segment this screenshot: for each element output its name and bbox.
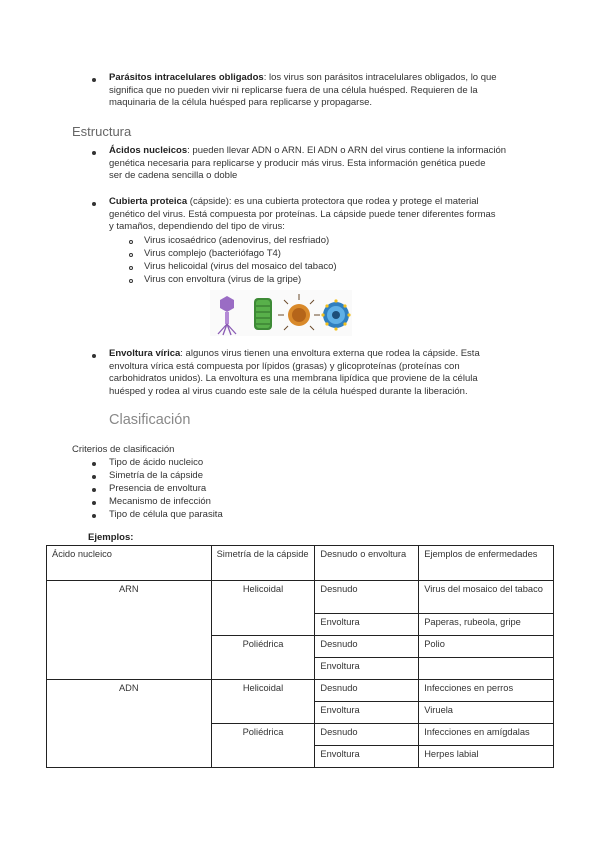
symmetry-cell: Poliédrica [211,636,315,680]
header-cell: Desnudo o envoltura [315,546,419,581]
bullet [92,202,96,206]
classification-table [46,545,554,768]
envelope-cell: Envoltura [315,658,419,680]
parasitos-paragraph: Parásitos intracelulares obligados: los virus son parásitos intracelulares obligados, lo que significa que no pueden vivir ni replicarse fuera de una célula huésped. Requieren de la maquinaria de la célula huésped para replicarse y propagarse. [109,72,497,109]
criteria-item: Mecanismo de infección [109,496,211,507]
example-cell [419,658,554,680]
criteria-item: Presencia de envoltura [109,483,207,494]
cubierta-paragraph: Cubierta proteica (cápside): es una cubierta protectora que rodea y protege el material genético del virus. Está compuesta por proteínas. La cápside puede tener diferentes formas y tamaños, dependiendo del tipo de virus: [109,196,496,233]
subitem: Virus icosaédrico (adenovirus, del resfriado) [144,235,330,246]
bullet [92,354,96,358]
acid-cell: ARN [47,581,212,680]
criteria-item: Tipo de ácido nucleico [109,457,204,468]
subitem: Virus helicoidal (virus del mosaico del tabaco) [144,261,337,272]
parasitos-title: Parásitos intracelulares obligados [109,72,264,83]
table-row [47,680,554,702]
example-cell: Polio [419,636,554,658]
bullet [92,475,96,479]
sub-bullet [129,266,133,270]
estructura-heading: Estructura [72,124,132,139]
example-cell: Infecciones en amígdalas [419,724,554,746]
acidos-paragraph: Ácidos nucleicos: pueden llevar ADN o ARN. El ADN o ARN del virus contiene la información genética necesaria para replicarse y producir más virus. Esta información genética puede ser de cadena sencilla o doble [109,145,507,182]
envelope-cell: Desnudo [315,581,419,614]
examples-title: Ejemplos: [88,532,134,543]
symmetry-cell: Helicoidal [211,581,315,636]
acidos-title: Ácidos nucleicos [109,145,188,156]
envelope-cell: Desnudo [315,724,419,746]
envoltura-paragraph: Envoltura vírica: algunos virus tienen una envoltura externa que rodea la cápside. Esta envoltura vírica está compuesta por lípidos (grasas) y glicoproteínas (proteínas con carbohidratos unidos). La envoltura es una membrana lipídica que proviene de la célula huésped y rodea al virus cuando este sale de la célula huésped durante la liberación. [109,348,480,397]
bullet [92,151,96,155]
bullet [92,78,96,82]
table-row [47,581,554,614]
symmetry-cell: Helicoidal [211,680,315,724]
bullet [92,514,96,518]
envelope-cell: Envoltura [315,746,419,768]
clasificacion-heading: Clasificación [109,412,191,428]
bullet [92,488,96,492]
envelope-cell: Desnudo [315,680,419,702]
cubierta-title: Cubierta proteica [109,196,188,207]
criteria-item: Simetría de la cápside [109,470,203,481]
criteria-item: Tipo de célula que parasita [109,509,223,520]
sub-bullet [129,240,133,244]
envelope-cell: Envoltura [315,702,419,724]
table-header-row [47,546,554,581]
example-cell: Infecciones en perros [419,680,554,702]
envelope-cell: Envoltura [315,614,419,636]
example-cell: Viruela [419,702,554,724]
acid-cell: ADN [47,680,212,768]
sub-bullet [129,253,133,257]
subitem: Virus con envoltura (virus de la gripe) [144,274,302,285]
criteria-title: Criterios de clasificación [72,444,175,455]
example-cell: Paperas, rubeola, gripe [419,614,554,636]
envelope-cell: Desnudo [315,636,419,658]
sub-bullet [129,279,133,283]
bullet [92,462,96,466]
header-cell: Simetría de la cápside [211,546,315,581]
virus-types-illustration [210,290,352,336]
envoltura-title: Envoltura vírica [109,348,181,359]
example-cell: Virus del mosaico del tabaco [419,581,554,614]
helical-virus-icon [254,298,272,330]
subitem: Virus complejo (bacteriófago T4) [144,248,281,259]
header-cell: Ejemplos de enfermedades [419,546,554,581]
symmetry-cell: Poliédrica [211,724,315,768]
example-cell: Herpes labial [419,746,554,768]
header-cell: Ácido nucleico [47,546,212,581]
bullet [92,501,96,505]
